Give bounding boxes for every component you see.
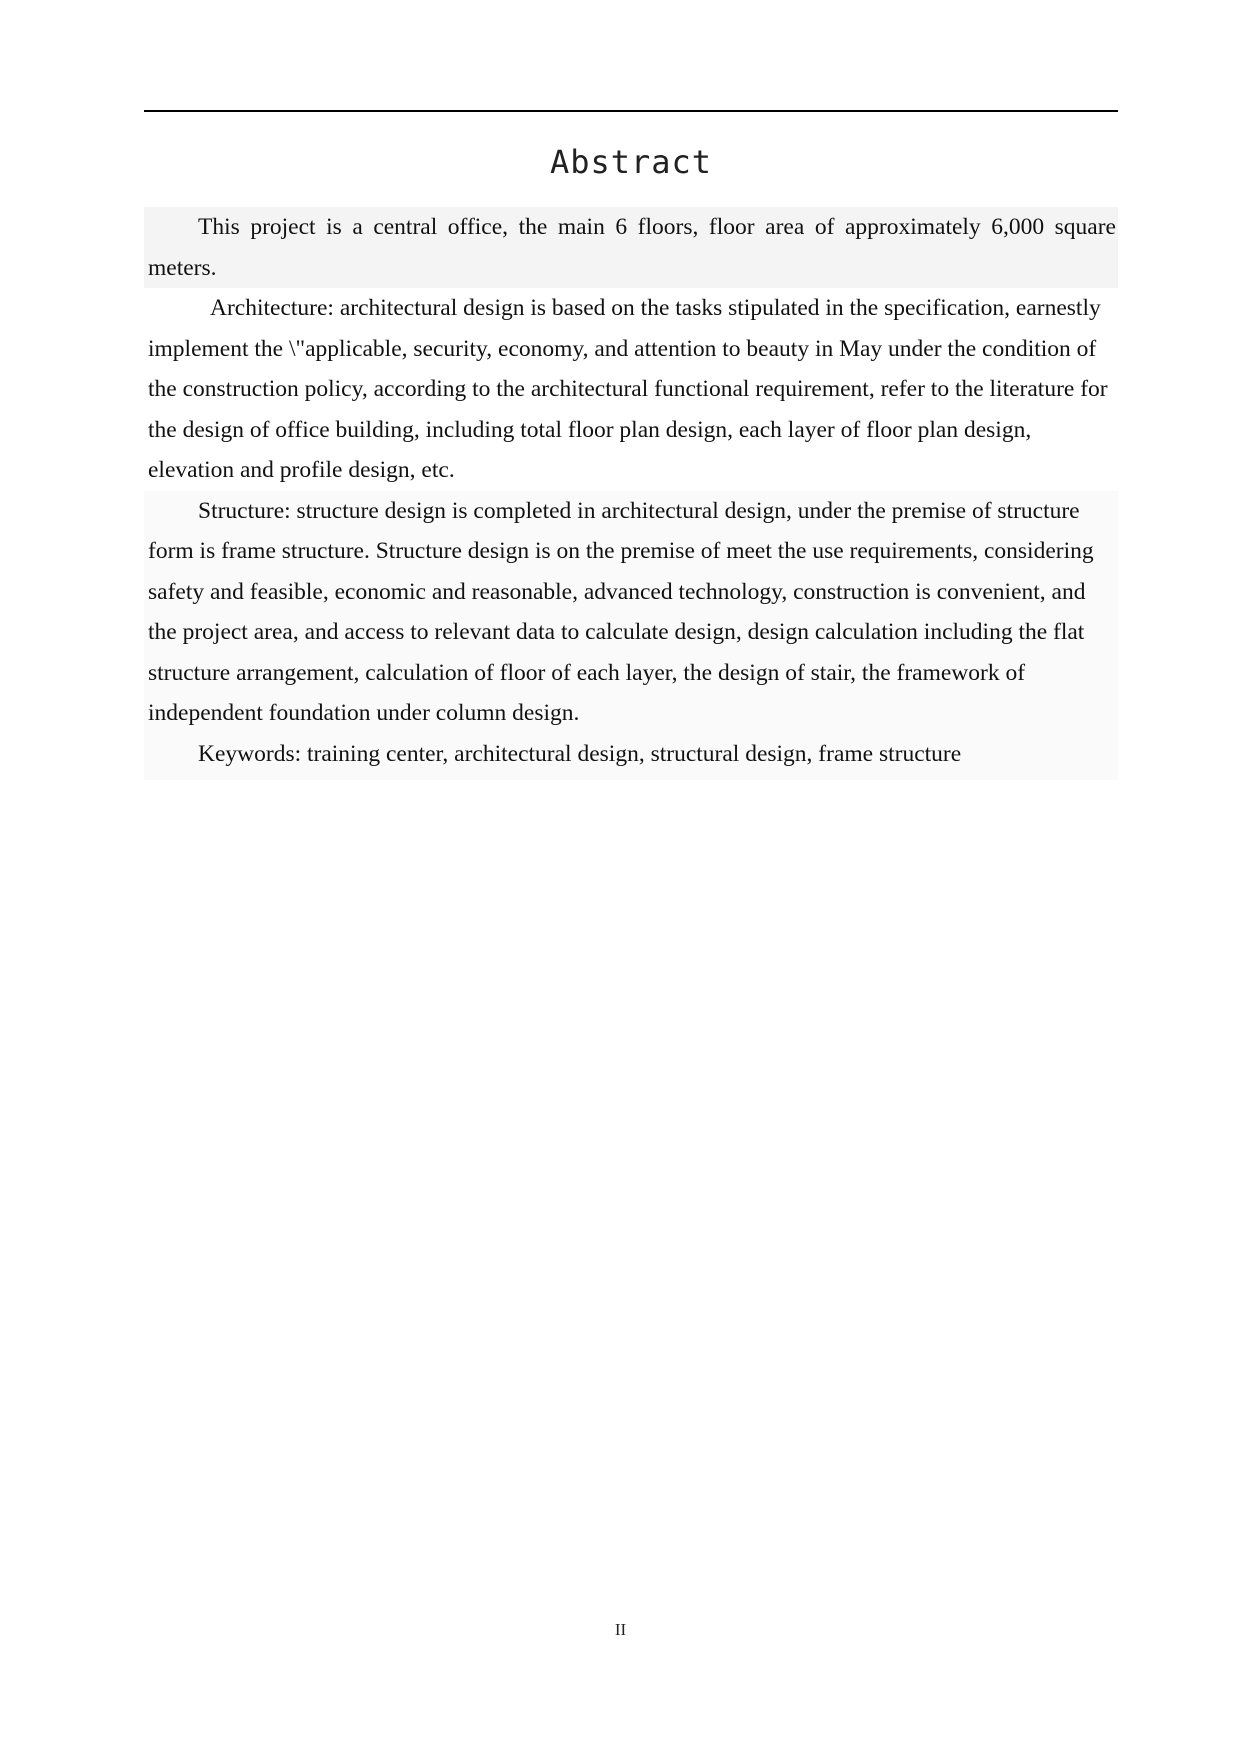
page-number: II [614, 1620, 627, 1639]
page-title: Abstract [549, 143, 713, 181]
abstract-paragraph-architecture: Architecture: architectural design is based on the tasks stipulated in the specification, earnestly implement the \"applicable, security, economy, and attention to beauty in May under the condition of the construction policy, according to the architectural functional requirement, refer to the literature for the design of office building, including total floor plan design, each layer of floor plan design, elevation and profile design, etc. [144, 288, 1118, 491]
abstract-paragraph-project: This project is a central office, the main 6 floors, floor area of approximately 6,000 square meters. [144, 207, 1118, 288]
header-rule [144, 110, 1118, 112]
abstract-body [144, 207, 1118, 780]
abstract-paragraph-structure: Structure: structure design is completed in architectural design, under the premise of structure form is frame structure. Structure design is on the premise of meet the use requirements, considering safety and feasible, economic and reasonable, advanced technology, construction is convenient, and the project area, and access to relevant data to calculate design, design calculation including the flat structure arrangement, calculation of floor of each layer, the design of stair, the framework of independent foundation under column design. [144, 491, 1118, 734]
abstract-keywords: Keywords: training center, architectural design, structural design, frame structure [144, 734, 1118, 781]
